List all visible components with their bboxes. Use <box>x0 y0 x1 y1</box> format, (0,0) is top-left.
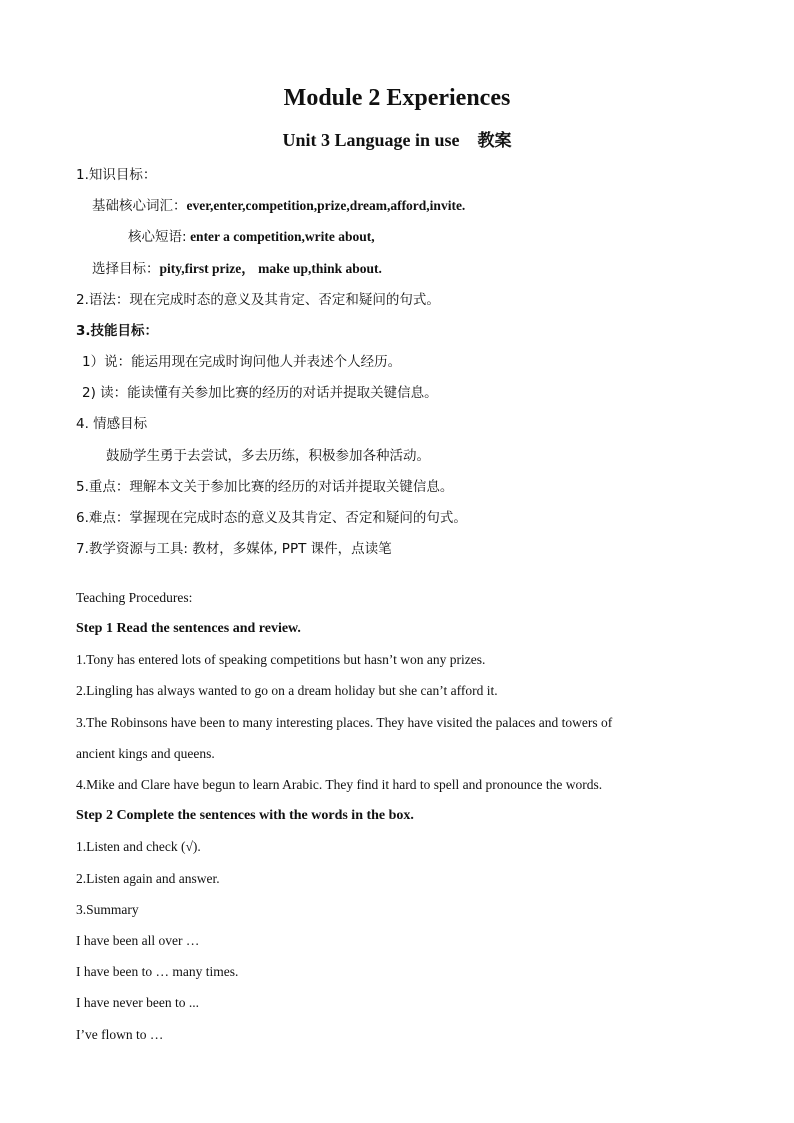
step2-title: Step 2 Complete the sentences with the words in the box. <box>76 808 414 823</box>
phrases-label: 核心短语: <box>128 229 187 245</box>
summary-line: I’ve flown to … <box>76 1027 164 1042</box>
step1-item: 4.Mike and Clare have begun to learn Arabic. They find it hard to spell and pronounce the words. <box>76 777 603 792</box>
vocab-line <box>92 197 465 216</box>
step1-item: 3.The Robinsons have been to many interesting places. They have visited the palaces and towers of <box>76 715 613 730</box>
skills-heading: 3.技能目标： <box>76 323 159 339</box>
subtitle-english: Unit 3 Language in use <box>282 130 460 150</box>
vocab-label: 基础核心词汇： <box>92 198 187 214</box>
knowledge-heading: 1.知识目标： <box>76 167 157 183</box>
phrases-line <box>128 228 375 247</box>
emotion-heading: 4. 情感目标 <box>76 416 148 432</box>
procedures-heading: Teaching Procedures: <box>76 590 193 605</box>
page-title: Module 2 Experiences <box>283 85 511 111</box>
step2-item: 1.Listen and check (√). <box>76 839 201 854</box>
difficulty-point: 6.难点：掌握现在完成时态的意义及其肯定、否定和疑问的句式。 <box>76 510 467 526</box>
summary-line: I have been to … many times. <box>76 964 239 979</box>
page-subtitle <box>0 128 794 153</box>
grammar-objective: 2.语法：现在完成时态的意义及其肯定、否定和疑问的句式。 <box>76 292 440 308</box>
skill-read: 2) 读：能读懂有关参加比赛的经历的对话并提取关键信息。 <box>82 385 438 401</box>
optional-line <box>92 260 382 279</box>
subtitle-chinese: 教案 <box>477 131 512 151</box>
summary-line: I have been all over … <box>76 933 200 948</box>
key-point: 5.重点：理解本文关于参加比赛的经历的对话并提取关键信息。 <box>76 479 454 495</box>
step2-item: 2.Listen again and answer. <box>76 871 220 886</box>
step1-item: 2.Lingling has always wanted to go on a dream holiday but she can’t afford it. <box>76 683 498 698</box>
step2-item: 3.Summary <box>76 902 139 917</box>
step1-item: 1.Tony has entered lots of speaking competitions but hasn’t won any prizes. <box>76 652 486 667</box>
vocab-words: ever,enter,competition,prize,dream,afford,invite. <box>186 198 466 213</box>
emotion-text: 鼓励学生勇于去尝试，多去历练，积极参加各种活动。 <box>106 448 430 464</box>
summary-line: I have never been to ... <box>76 995 199 1010</box>
resources-line: 7.教学资源与工具: 教材，多媒体, PPT 课件，点读笔 <box>76 541 392 557</box>
skill-speak: 1）说：能运用现在完成时询问他人并表述个人经历。 <box>82 354 402 370</box>
optional-label: 选择目标： <box>92 261 160 277</box>
step1-title: Step 1 Read the sentences and review. <box>76 621 301 636</box>
phrases-text: enter a competition,write about, <box>190 229 375 244</box>
step1-item: ancient kings and queens. <box>76 746 215 761</box>
optional-items: pity,first prize， make up,think about. <box>159 261 382 276</box>
